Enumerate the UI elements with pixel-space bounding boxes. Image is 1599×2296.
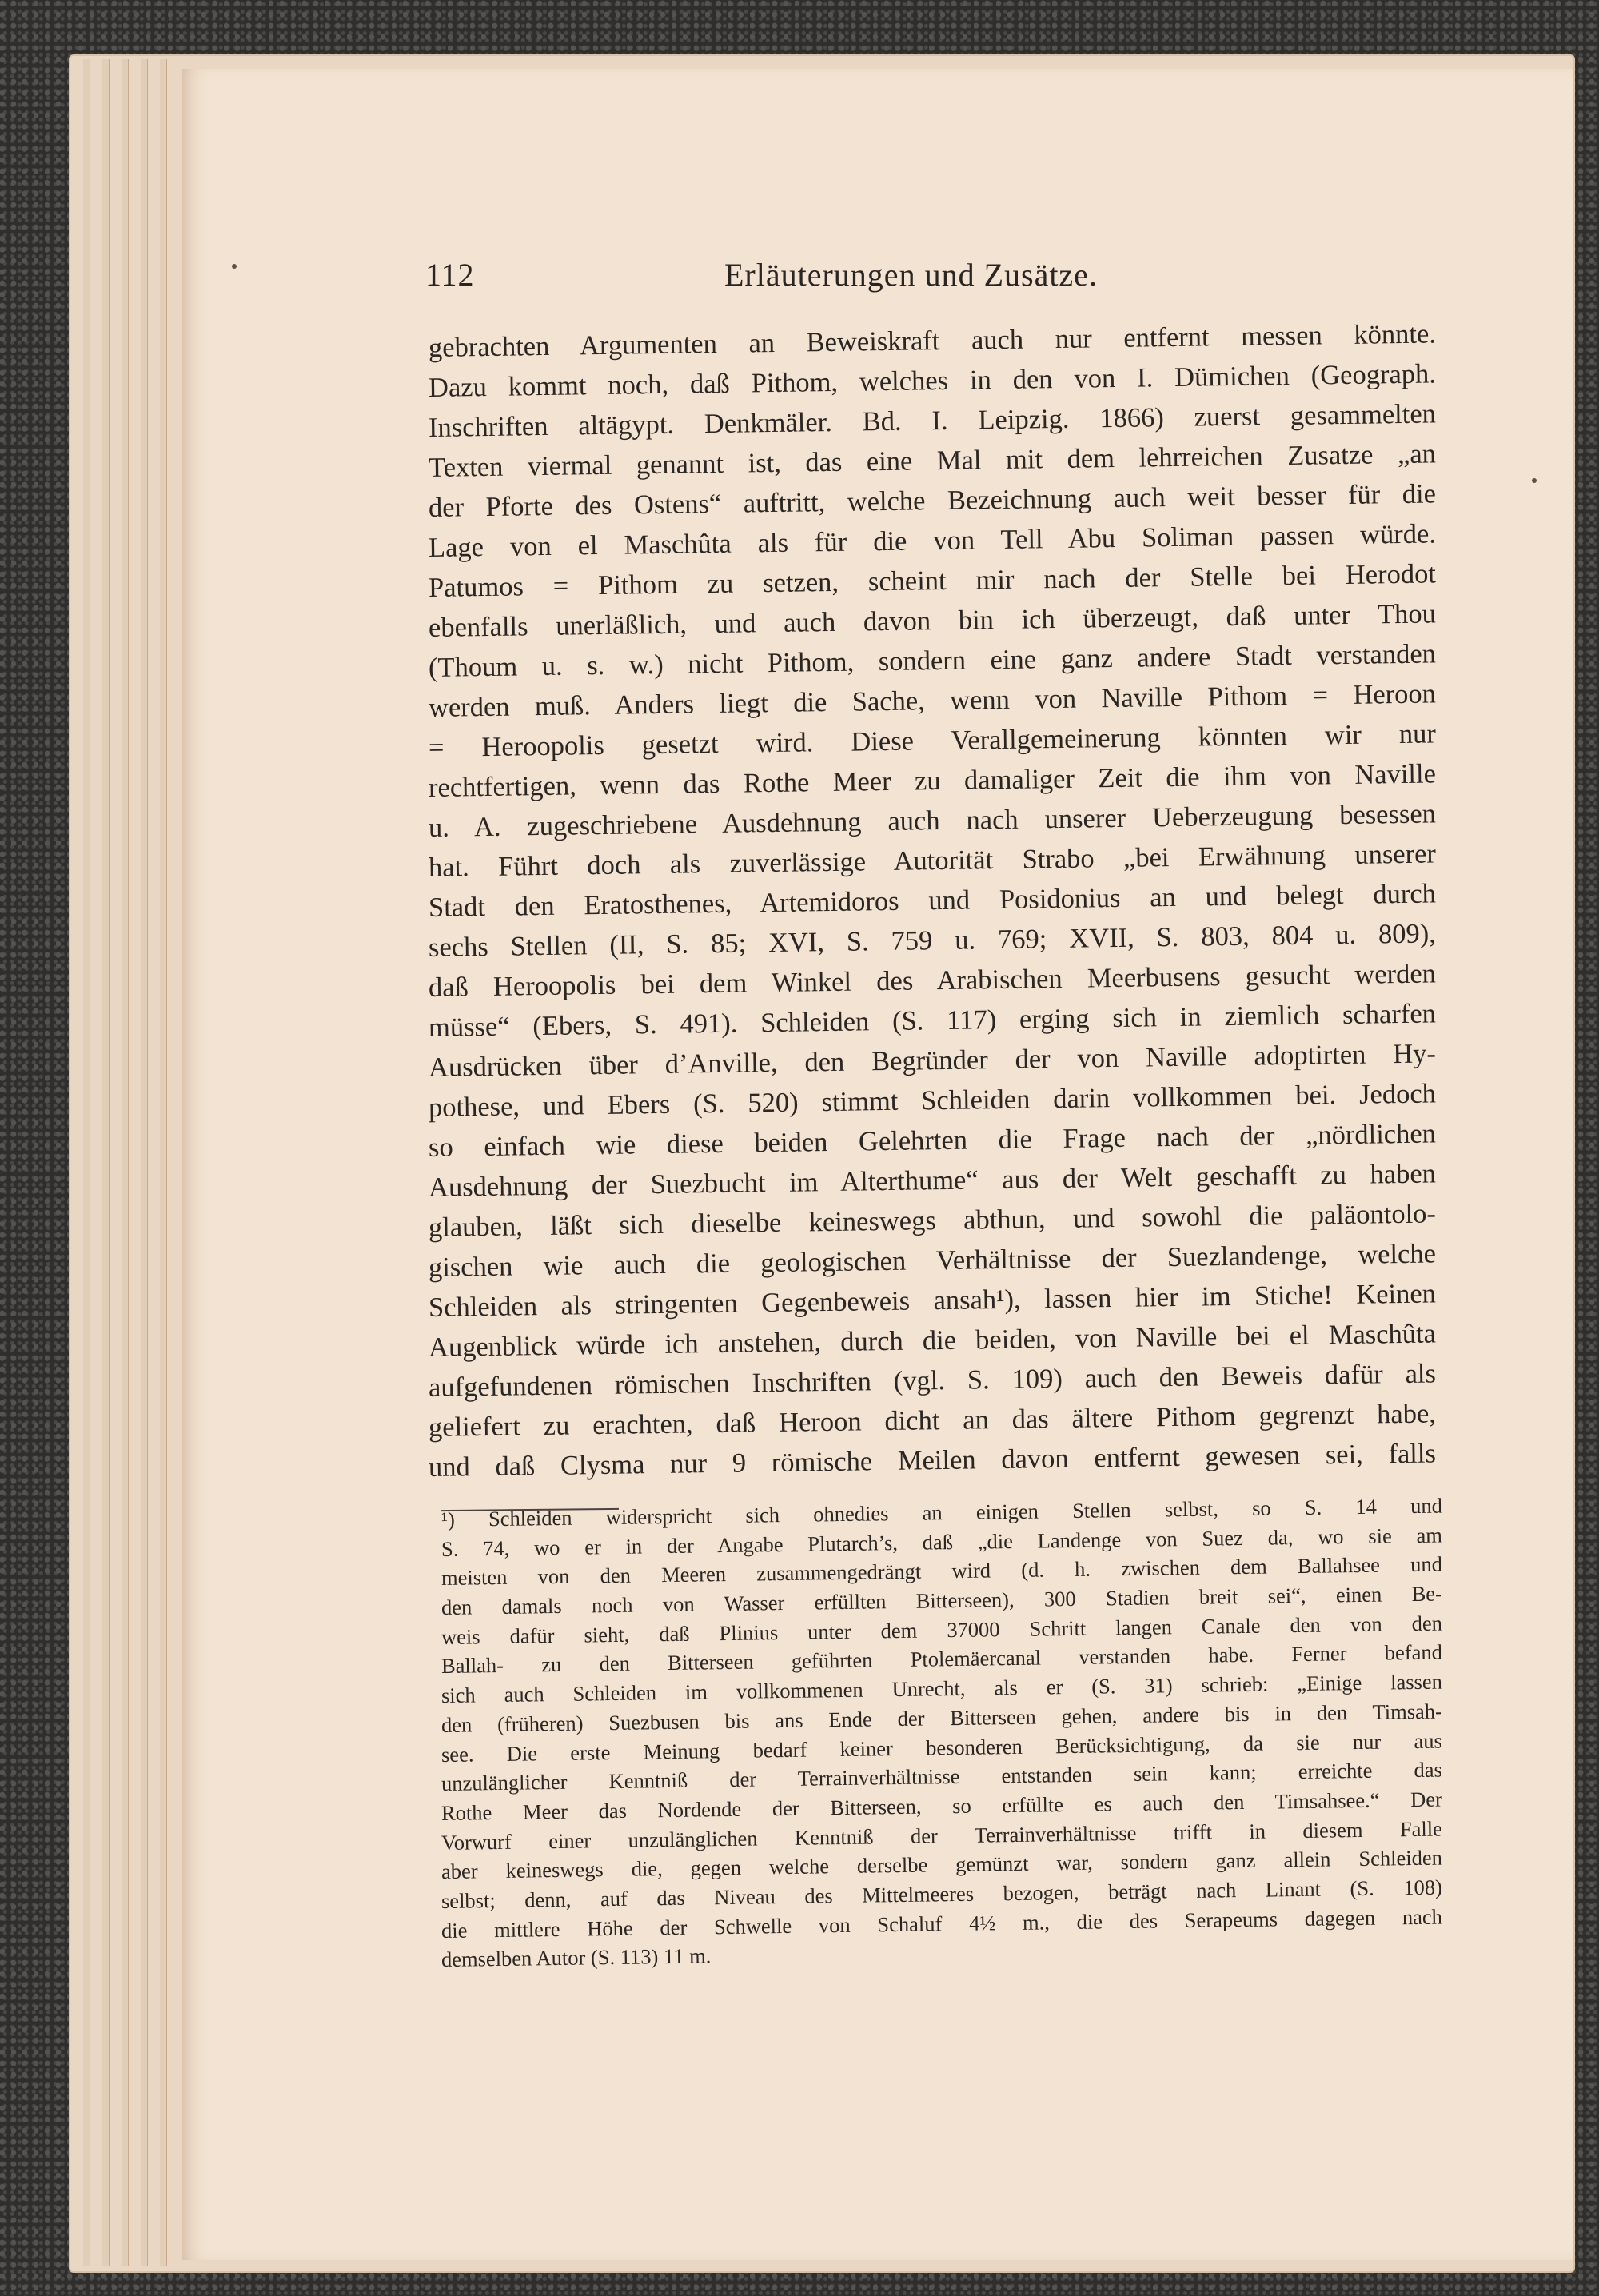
text-line: = Heroopolis gesetzt wird. Diese Verallgemeinerung könnten wir nur	[428, 718, 1437, 763]
text-line: Ausdehnung der Suezbucht im Alterthume“ aus der Welt geschafft zu haben	[428, 1158, 1437, 1203]
page-edge	[83, 59, 90, 2266]
footnote-line: sich auch Schleiden im vollkommenen Unrecht, als er (S. 31) schrieb: „Einige lassen	[441, 1669, 1443, 1708]
text-line: daß Heroopolis bei dem Winkel des Arabischen Meerbusens gesucht werden	[428, 958, 1437, 1003]
page-edge	[122, 59, 129, 2266]
text-line: Schleiden als stringenten Gegenbeweis ansah¹), lassen hier im Stiche! Keinen	[428, 1278, 1437, 1323]
ink-speck	[232, 264, 237, 269]
text-line: aufgefundenen römischen Inschriften (vgl. S. 109) auch den Beweis dafür als	[428, 1358, 1437, 1403]
running-head	[425, 256, 1145, 296]
text-line: (Thoum u. s. w.) nicht Pithom, sondern eine ganz andere Stadt verstanden	[428, 638, 1437, 683]
running-title: Erläuterungen und Zusätze.	[724, 257, 1098, 293]
footnote-line: die mittlere Höhe der Schwelle von Schaluf 4½ m., die des Serapeums dagegen nach	[441, 1904, 1443, 1943]
text-line: u. A. zugeschriebene Ausdehnung auch nach unserer Ueberzeugung besessen	[428, 798, 1437, 843]
text-line: Dazu kommt noch, daß Pithom, welches in den von I. Dümichen (Geograph.	[428, 358, 1437, 403]
text-line: so einfach wie diese beiden Gelehrten die Frage nach der „nördlichen	[428, 1118, 1437, 1163]
text-line: gischen wie auch die geologischen Verhältnisse der Suezlandenge, welche	[428, 1238, 1437, 1283]
text-line: pothese, und Ebers (S. 520) stimmt Schleiden darin vollkommen bei. Jedoch	[428, 1078, 1437, 1123]
text-line: geliefert zu erachten, daß Heroon dicht an das ältere Pithom gegrenzt habe,	[428, 1398, 1437, 1443]
text-line: werden muß. Anders liegt die Sache, wenn von Naville Pithom = Heroon	[428, 678, 1437, 723]
page-edge	[160, 59, 167, 2266]
text-line: Stadt den Eratosthenes, Artemidoros und Posidonius an und belegt durch	[428, 878, 1437, 923]
text-line: Texten viermal genannt ist, das eine Mal mit dem lehrreichen Zusatze „an	[428, 438, 1437, 483]
text-line: Lage von el Maschûta als für die von Tell Abu Soliman passen würde.	[428, 518, 1437, 563]
footnote-line: ¹) Schleiden widerspricht sich ohnedies an einigen Stellen selbst, so S. 14 und	[441, 1493, 1443, 1531]
text-line: und daß Clysma nur 9 römische Meilen davon entfernt gewesen sei, falls	[428, 1438, 1437, 1483]
main-text	[428, 318, 1437, 1487]
text-line: ebenfalls unerläßlich, und auch davon bin ich überzeugt, daß unter Thou	[428, 598, 1437, 643]
text-line: gebrachten Argumenten an Beweiskraft auch nur entfernt messen könnte.	[428, 318, 1437, 363]
footnote-line: unzulänglicher Kenntniß der Terrainverhältnisse entstanden sein kann; erreichte das	[441, 1757, 1443, 1796]
page-number: 112	[425, 257, 475, 293]
page-edge	[102, 59, 110, 2266]
text-line: hat. Führt doch als zuverlässige Autorität Strabo „bei Erwähnung unserer	[428, 838, 1437, 883]
text-line: Augenblick würde ich anstehen, durch die beiden, von Naville bei el Maschûta	[428, 1318, 1437, 1363]
footnotes	[441, 1493, 1443, 1975]
text-line: der Pforte des Ostens“ auftritt, welche Bezeichnung auch weit besser für die	[428, 478, 1437, 523]
footnote-line: selbst; denn, auf das Niveau des Mittelmeeres bezogen, beträgt nach Linant (S. 108)	[441, 1875, 1443, 1913]
text-line: Inschriften altägypt. Denkmäler. Bd. I. Leipzig. 1866) zuerst gesammelten	[428, 398, 1437, 443]
footnote-line: Rothe Meer das Nordende der Bitterseen, so erfüllte es auch den Timsahsee.“ Der	[441, 1787, 1443, 1825]
footnote-line: den damals noch von Wasser erfüllten Bitterseen), 300 Stadien breit sei“, einen Be-	[441, 1581, 1443, 1620]
footnote-line: Ballah- zu den Bitterseen geführten Ptolemäercanal verstanden habe. Ferner befand	[441, 1639, 1443, 1679]
footnote-line: Vorwurf einer unzulänglichen Kenntniß der Terrainverhältnisse trifft in diesem Falle	[441, 1816, 1443, 1855]
footnote-line: den (früheren) Suezbusen bis ans Ende der Bitterseen gehen, andere bis in den Timsah-	[441, 1699, 1443, 1737]
text-line: müsse“ (Ebers, S. 491). Schleiden (S. 117) erging sich in ziemlich scharfen	[428, 998, 1437, 1043]
text-line: Ausdrücken über d’Anville, den Begründer der von Naville adoptirten Hy-	[428, 1038, 1437, 1083]
footnote-line: weis dafür sieht, daß Plinius unter dem 37000 Schritt langen Canale den von den	[441, 1611, 1443, 1649]
footnote-line: see. Die erste Meinung bedarf keiner besonderen Berücksichtigung, da sie nur aus	[441, 1728, 1443, 1767]
text-line: glauben, läßt sich dieselbe keineswegs abthun, und sowohl die paläontolo-	[428, 1198, 1437, 1243]
text-line: rechtfertigen, wenn das Rothe Meer zu damaliger Zeit die ihm von Naville	[428, 758, 1437, 803]
footnote-line: meisten von den Meeren zusammengedrängt wird (d. h. zwischen dem Ballahsee und	[441, 1551, 1443, 1591]
text-line: sechs Stellen (II, S. 85; XVI, S. 759 u. 769; XVII, S. 803, 804 u. 809),	[428, 918, 1437, 963]
text-line: Patumos = Pithom zu setzen, scheint mir nach der Stelle bei Herodot	[428, 558, 1437, 603]
footnote-line: aber keineswegs die, gegen welche derselbe gemünzt war, sondern ganz allein Schleiden	[441, 1845, 1443, 1884]
page-edge	[141, 59, 148, 2266]
footnote-line: S. 74, wo er in der Angabe Plutarch’s, daß „die Landenge von Suez da, wo sie am	[441, 1523, 1443, 1561]
ink-speck	[1532, 478, 1537, 483]
footnote-line: demselben Autor (S. 113) 11 m.	[441, 1943, 712, 1972]
